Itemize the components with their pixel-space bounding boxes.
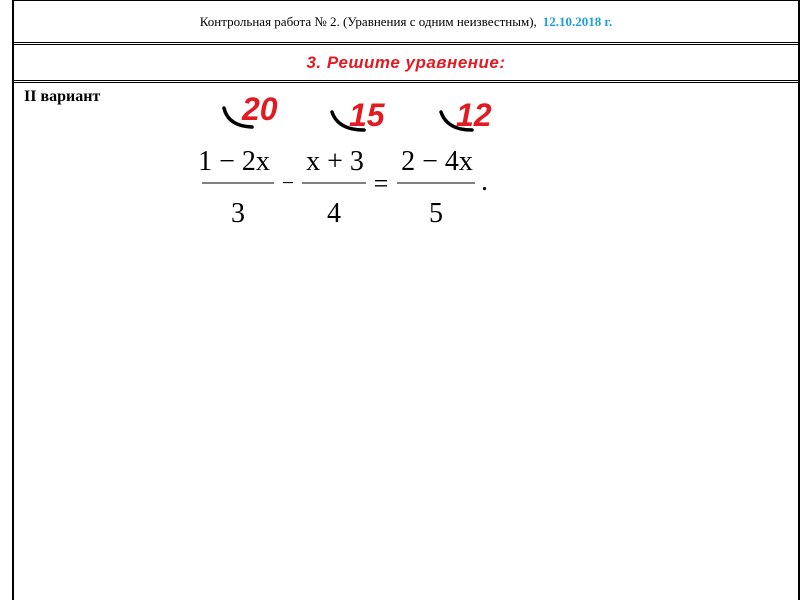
task-row bbox=[14, 45, 798, 83]
header-title: Контрольная работа № 2. (Уравнения с одним неизвестным), bbox=[199, 13, 537, 29]
fraction-3-denominator: 5 bbox=[429, 198, 443, 229]
period: . bbox=[481, 166, 488, 197]
minus-sign: − bbox=[281, 170, 295, 195]
equals-sign: = bbox=[373, 169, 389, 198]
header-date: 12.10.2018 г. bbox=[542, 13, 613, 29]
fraction-3-numerator: 2 − 4x bbox=[401, 146, 473, 177]
fraction-2-numerator: x + 3 bbox=[306, 146, 364, 177]
equation bbox=[190, 140, 510, 240]
header-row bbox=[14, 0, 798, 45]
fraction-2-denominator: 4 bbox=[327, 198, 341, 229]
multiplier-1: 20 bbox=[242, 91, 278, 127]
task-label: 3. Решите уравнение: bbox=[306, 52, 506, 72]
multiplier-3: 12 bbox=[456, 97, 492, 133]
fraction-1-denominator: 3 bbox=[231, 198, 245, 229]
variant-label: II вариант bbox=[24, 88, 101, 105]
worksheet bbox=[12, 0, 800, 600]
fraction-1-numerator: 1 − 2x bbox=[198, 146, 270, 177]
multiplier-2: 15 bbox=[349, 97, 385, 133]
